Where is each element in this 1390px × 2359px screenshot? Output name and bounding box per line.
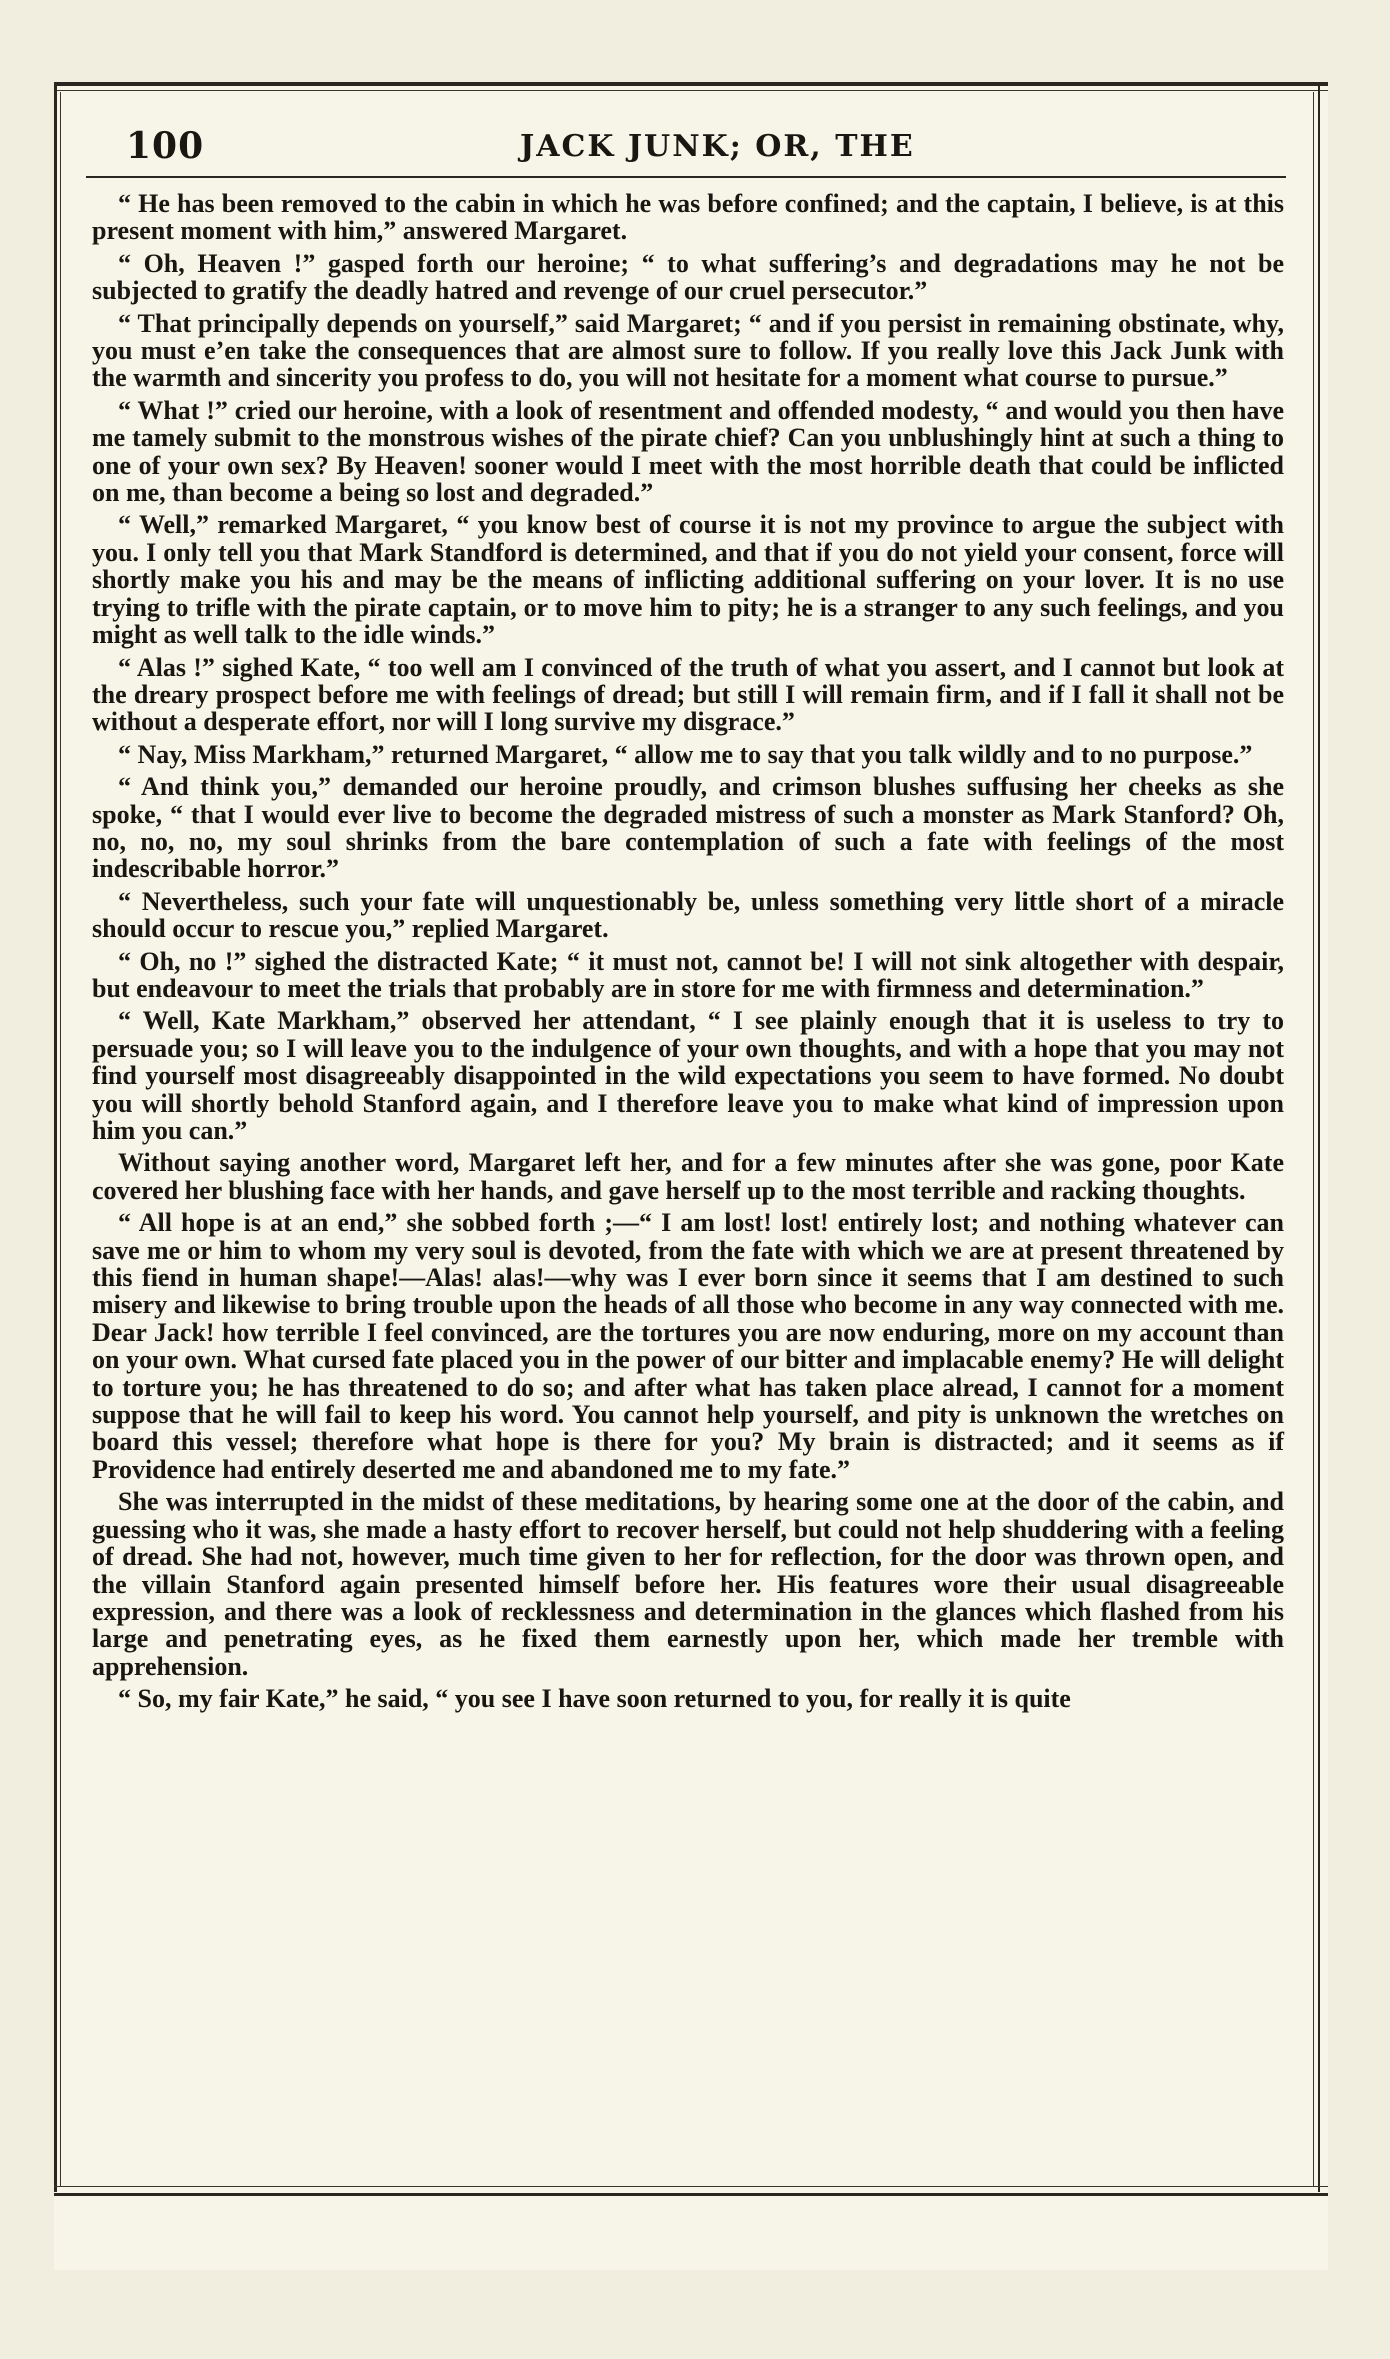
paragraph: “ Nevertheless, such your fate will unquestionably be, unless something very little short of a miracle should occur to rescue you,” replied Margaret. <box>92 886 1284 944</box>
running-title: JACK JUNK; OR, THE <box>520 129 915 164</box>
frame-rule-right <box>1318 82 1320 2192</box>
paragraph: “ He has been removed to the cabin in which he was before confined; and the captain, I believe, is at this present moment with him,” answered Margaret. <box>92 189 1284 246</box>
paragraph: “ And think you,” demanded our heroine proudly, and crimson blushes suffusing her cheeks as she spoke, “ that I would ever live to become the degraded mistress of such a monster as Mark Stanford? Oh, no, no, no, my soul shrinks from the bare contemplation of such a fate with feelings of the most indescribable horror.” <box>92 772 1284 884</box>
paragraph: “ Well,” remarked Margaret, “ you know best of course it is not my province to argue the subject with you. I only tell you that Mark Standford is determined, and that if you do not yield your consent, force will shortly make you his and may be the means of inflicting additional suffering on your lover. It is no use trying to trifle with the pirate captain, or to move him to pity; he is a stranger to any such feelings, and you might as well talk to the idle winds.” <box>92 510 1284 650</box>
paragraph: “ Oh, Heaven !” gasped forth our heroine; “ to what suffering’s and degradations may he not be subjected to gratify the deadly hatred and revenge of our cruel persecutor.” <box>92 248 1284 306</box>
frame-rule-bottom <box>54 2193 1328 2196</box>
paragraph: “ All hope is at an end,” she sobbed forth ;—“ I am lost! lost! entirely lost; and nothing whatever can save me or him to whom my very soul is devoted, from the fate with which we are at present threatened by this fiend in human shape!—Alas! alas!—why was I ever born since it seems that I am destined to such misery and likewise to bring trouble upon the heads of all those who become in any way connected with me. Dear Jack! how terrible I feel convinced, are the tortures you are now enduring, more on my account than on your own. What cursed fate placed you in the power of our bitter and implacable enemy? He will delight to torture you; he has threatened to do so; and after what has taken place alread, I cannot for a moment suppose that he will fail to keep his word. You cannot help yourself, and pity is unknown the wretches on board this vessel; therefore what hope is there for you? My brain is distracted; and it seems as if Providence had entirely deserted me and abandoned me to my fate.” <box>92 1208 1284 1484</box>
frame-rule-top-inner <box>54 90 1328 91</box>
header-rule <box>86 176 1286 178</box>
paragraph: “ Oh, no !” sighed the distracted Kate; “ it must not, cannot be! I will not sink altogether with despair, but endeavour to meet the trials that probably are in store for me with firmness and determination.” <box>92 946 1284 1003</box>
paragraph: “ Nay, Miss Markham,” returned Margaret, “ allow me to say that you talk wildly and to no purpose.” <box>118 739 1253 769</box>
frame-rule-right-inner <box>1313 92 1314 2187</box>
frame-rule-bottom-inner <box>54 2186 1328 2187</box>
frame-rule-left <box>54 82 57 2192</box>
page-header <box>70 125 1300 175</box>
paragraph: “ Alas !” sighed Kate, “ too well am I convinced of the truth of what you assert, and I cannot but look at the dreary prospect before me with feelings of dread; but still I will remain firm, and if I fall it shall not be without a desperate effort, nor will I long survive my disgrace.” <box>92 652 1284 737</box>
body-text <box>92 190 1284 1718</box>
frame-rule-top <box>54 82 1328 86</box>
frame-rule-left-inner <box>60 92 61 2187</box>
paragraph: “ That principally depends on yourself,” said Margaret; “ and if you persist in remaining obstinate, why, you must e’en take the consequences that are almost sure to follow. If you really love this Jack Junk with the warmth and sincerity you profess to do, you will not hesitate for a moment what course to pursue.” <box>92 308 1284 393</box>
paragraph: She was interrupted in the midst of these meditations, by hearing some one at the door of the cabin, and guessing who it was, she made a hasty effort to recover herself, but could not help shuddering with a feeling of dread. She had not, however, much time given to her for reflection, for the door was thrown open, and the villain Stanford again presented himself before her. His features wore their usual disagreeable expression, and there was a look of recklessness and determination in the glances which flashed from his large and penetrating eyes, as he fixed them earnestly upon her, which made her tremble with apprehension. <box>92 1487 1284 1681</box>
paragraph: “ What !” cried our heroine, with a look of resentment and offended modesty, “ and would you then have me tamely submit to the monstrous wishes of the pirate chief? Can you unblushingly hint at such a thing to one of your own sex? By Heaven! sooner would I meet with the most horrible death that could be inflicted on me, than become a being so lost and degraded.” <box>92 395 1284 508</box>
page-number: 100 <box>126 125 205 167</box>
paragraph: Without saying another word, Margaret left her, and for a few minutes after she was gone, poor Kate covered her blushing face with her hands, and gave herself up to the most terrible and racking thoughts. <box>92 1148 1284 1205</box>
paragraph: “ Well, Kate Markham,” observed her attendant, “ I see plainly enough that it is useless to try to persuade you; so I will leave you to the indulgence of your own thoughts, and with a hope that you may not find yourself most disagreeably disappointed in the wild expectations you seem to have formed. No doubt you will shortly behold Stanford again, and I therefore leave you to make what kind of impression upon him you can.” <box>92 1006 1284 1145</box>
paragraph: “ So, my fair Kate,” he said, “ you see I have soon returned to you, for really it is quite <box>118 1684 1071 1714</box>
